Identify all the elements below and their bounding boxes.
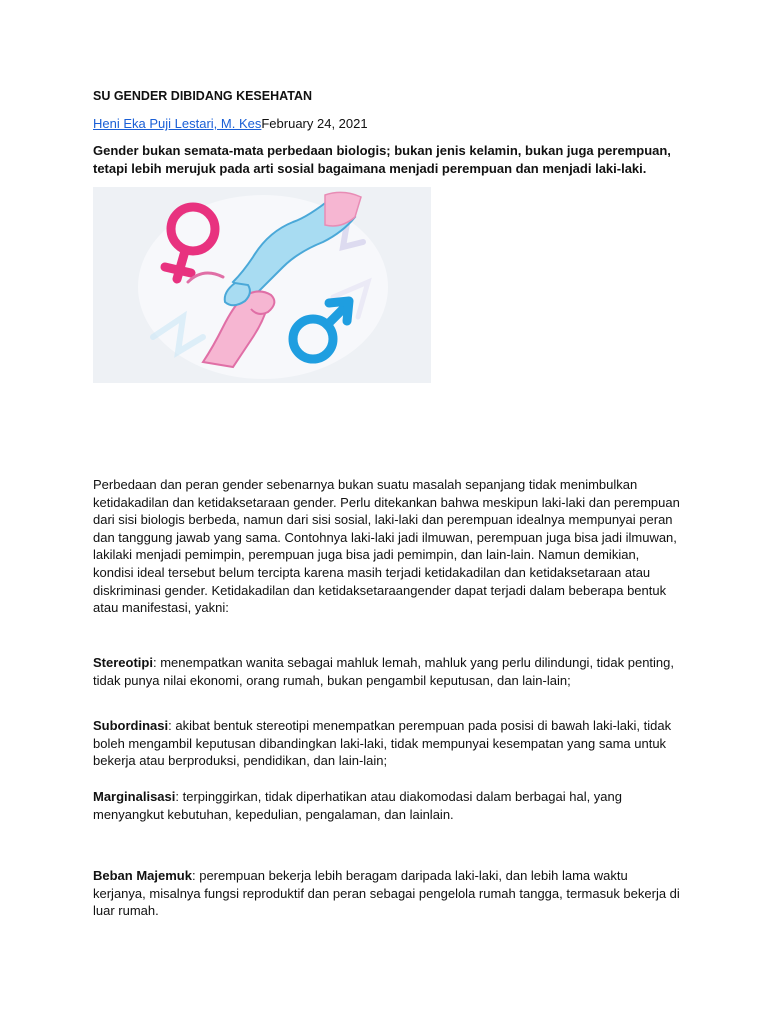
term-description: : perempuan bekerja lebih beragam daripada laki-laki, dan lebih lama waktu kerjanya, misalnya fungsi reproduktif dan peran sebagai pengelola rumah tangga, termasuk bekerja di luar rumah. [93,868,680,919]
gender-illustration [93,187,431,383]
list-item-marginalisasi [93,788,683,823]
term-description: : menempatkan wanita sebagai mahluk lemah, mahluk yang perlu dilindungi, tidak penting, tidak punya nilai ekonomi, orang rumah, bukan pengambil keputusan, dan lain-lain; [93,655,675,688]
list-item-stereotipi [93,654,683,689]
term-label: Subordinasi [93,718,169,733]
post-date: February 24, 2021 [261,116,368,131]
illustration-svg [93,187,431,383]
list-item-subordinasi [93,717,683,770]
term-description: : terpinggirkan, tidak diperhatikan atau diakomodasi dalam berbagai hal, yang menyangkut kebutuhan, kepedulian, pengalaman, dan lainlain. [93,789,622,822]
term-label: Marginalisasi [93,789,176,804]
term-label: Stereotipi [93,655,153,670]
term-label: Beban Majemuk [93,868,192,883]
lead-paragraph: Gender bukan semata-mata perbedaan biologis; bukan jenis kelamin, bukan juga perempuan, tetapi lebih merujuk pada arti sosial bagaimana menjadi perempuan dan menjadi laki-laki. [93,143,671,176]
intro-paragraph: Perbedaan dan peran gender sebenarnya bukan suatu masalah sepanjang tidak menimbulkan ketidakadilan dan ketidaksetaraan gender. Perlu ditekankan bahwa meskipun laki-laki dan perempuan dari sisi biologis berbeda, namun dari sisi sosial, laki-laki dan perempuan idealnya mempunyai peran dan tanggung jawab yang sama. Contohnya laki-laki jadi ilmuwan, perempuan juga bisa jadi ilmuwan, lakilaki menjadi pemimpin, perempuan juga bisa jadi pemimpin, dan lain-lain. Namun demikian, kondisi ideal tersebut belum tercipta karena masih terjadi ketidakadilan dan ketidaksetaraan atau diskriminasi gender. Ketidakadilan dan ketidaksetaraangender dapat terjadi dalam beberapa bentuk atau manifestasi, yakni: [93,477,680,616]
byline [93,115,368,133]
list-item-beban-majemuk [93,867,683,920]
page-title: SU GENDER DIBIDANG KESEHATAN [93,89,312,103]
term-description: : akibat bentuk stereotipi menempatkan perempuan pada posisi di bawah laki-laki, tidak boleh mengambil keputusan dibandingkan laki-laki, tidak mempunyai kesempatan yang sama untuk bekerja atau berproduksi, pendidikan, dan lain-lain; [93,718,672,769]
author-link[interactable]: Heni Eka Puji Lestari, M. Kes [93,116,262,131]
